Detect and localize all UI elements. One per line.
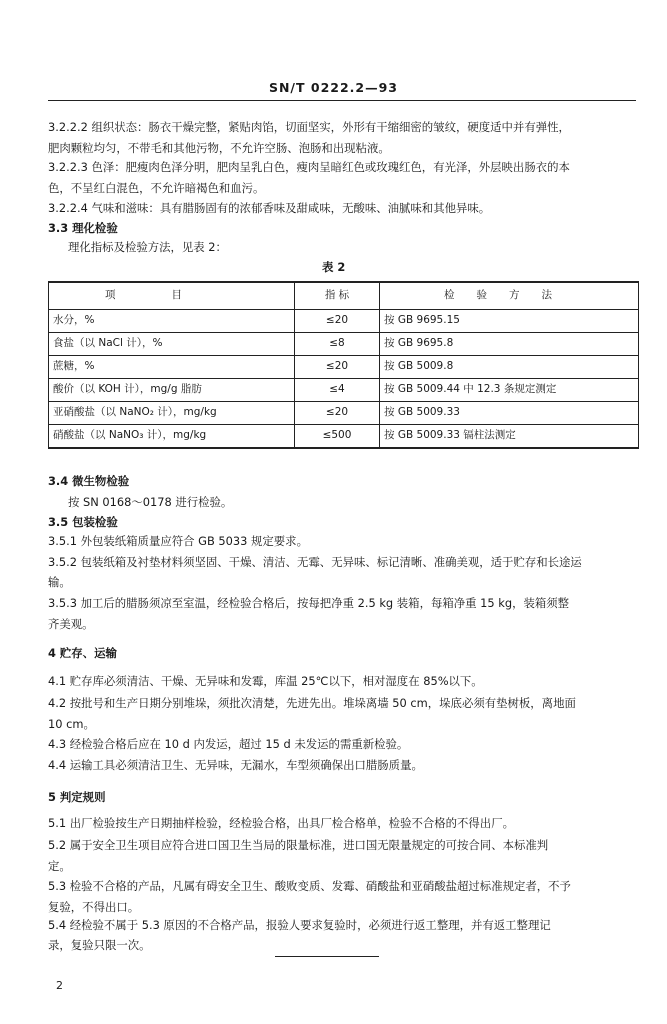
section-5-heading: 5 判定规则 (48, 790, 106, 804)
standard-number-header: SN/T 0222.2—93 (268, 80, 399, 95)
clause-3-2-2-3-line2: 色，不呈红白混色，不允许暗褐色和血污。 (48, 181, 265, 195)
table-caption: 表 2 (322, 260, 346, 274)
table-row (49, 379, 639, 402)
table-row (49, 425, 639, 449)
section-3-3-intro: 理化指标及检验方法，见表 2： (68, 240, 227, 254)
table-row (49, 333, 639, 356)
row-index: ≤500 (295, 425, 380, 449)
row-method: 按 GB 5009.44 中 12.3 条规定测定 (380, 379, 639, 402)
row-method: 按 GB 5009.8 (380, 356, 639, 379)
header-item: 项目 (49, 282, 295, 310)
table-header-row (49, 282, 639, 310)
clause-3-5-3-line1: 3.5.3 加工后的腊肠须凉至室温，经检验合格后，按每把净重 2.5 kg 装箱，每箱净重 15 kg，装箱须整 (48, 596, 570, 610)
clause-5-4-line2: 录，复验只限一次。 (48, 938, 151, 952)
header-index: 指 标 (295, 282, 380, 310)
clause-5-4-line1: 5.4 经检验不属于 5.3 原因的不合格产品，报验人要求复验时，必须进行返工整理，并有返工整理记 (48, 918, 551, 932)
table-row (49, 356, 639, 379)
clause-3-5-1: 3.5.1 外包装纸箱质量应符合 GB 5033 规定要求。 (48, 534, 308, 548)
section-3-4-body: 按 SN 0168～0178 进行检验。 (68, 495, 233, 509)
row-item: 硝酸盐（以 NaNO₃ 计），mg/kg (49, 425, 295, 449)
clause-5-3-line1: 5.3 检验不合格的产品，凡属有碍安全卫生、酸败变质、发霉、硝酸盐和亚硝酸盐超过标准规定者，不予 (48, 879, 571, 893)
row-index: ≤4 (295, 379, 380, 402)
page-number: 2 (56, 979, 63, 992)
clause-3-5-2-line2: 输。 (48, 575, 71, 589)
clause-5-2-line2: 定。 (48, 859, 71, 873)
row-method: 按 GB 5009.33 (380, 402, 639, 425)
row-item: 食盐（以 NaCl 计），% (49, 333, 295, 356)
clause-5-1: 5.1 出厂检验按生产日期抽样检验，经检验合格，出具厂检合格单，检验不合格的不得出厂。 (48, 816, 514, 830)
clause-3-2-2-3-line1: 3.2.2.3 色泽：肥瘦肉色泽分明，肥肉呈乳白色，瘦肉呈暗红色或玫瑰红色，有光泽，外层映出肠衣的本 (48, 160, 570, 174)
row-index: ≤8 (295, 333, 380, 356)
section-3-3-heading: 3.3 理化检验 (48, 221, 118, 235)
clause-3-2-2-2-line1: 3.2.2.2 组织状态：肠衣干燥完整，紧贴肉馅，切面坚实，外形有干缩细密的皱纹，硬度适中并有弹性， (48, 120, 570, 134)
table-row (49, 310, 639, 333)
section-3-5-heading: 3.5 包装检验 (48, 515, 118, 529)
clause-5-3-line2: 复验，不得出口。 (48, 900, 140, 914)
row-method: 按 GB 9695.15 (380, 310, 639, 333)
table-2 (48, 281, 639, 449)
clause-3-5-3-line2: 齐美观。 (48, 617, 94, 631)
row-item: 水分，% (49, 310, 295, 333)
clause-5-2-line1: 5.2 属于安全卫生项目应符合进口国卫生当局的限量标准，进口国无限量规定的可按合同、本标准判 (48, 838, 549, 852)
clause-4-1: 4.1 贮存库必须清洁、干燥、无异味和发霉，库温 25℃以下，相对湿度在 85%以下。 (48, 674, 483, 688)
clause-4-2-line2: 10 cm。 (48, 717, 95, 731)
row-method: 按 GB 5009.33 镉柱法测定 (380, 425, 639, 449)
clause-4-4: 4.4 运输工具必须清洁卫生、无异味，无漏水，车型须确保出口腊肠质量。 (48, 758, 423, 772)
row-index: ≤20 (295, 402, 380, 425)
clause-4-2-line1: 4.2 按批号和生产日期分别堆垛，须批次清楚，先进先出。堆垛离墙 50 cm，垛底必须有垫树板，离地面 (48, 696, 576, 710)
row-index: ≤20 (295, 310, 380, 333)
header-rule (48, 100, 636, 101)
row-method: 按 GB 9695.8 (380, 333, 639, 356)
section-4-heading: 4 贮存、运输 (48, 646, 117, 660)
section-3-4-heading: 3.4 微生物检验 (48, 474, 130, 488)
clause-4-3: 4.3 经检验合格后应在 10 d 内发运，超过 15 d 未发运的需重新检验。 (48, 737, 409, 751)
row-item: 酸价（以 KOH 计），mg/g 脂肪 (49, 379, 295, 402)
row-item: 亚硝酸盐（以 NaNO₂ 计），mg/kg (49, 402, 295, 425)
header-method: 检验方法 (380, 282, 639, 310)
end-rule (275, 956, 379, 957)
clause-3-5-2-line1: 3.5.2 包装纸箱及衬垫材料须坚固、干燥、清洁、无霉、无异味、标记清晰、准确美观，适于贮存和长途运 (48, 555, 582, 569)
clause-3-2-2-2-line2: 肥肉颗粒均匀，不带毛和其他污物，不允许空肠、泡肠和出现粘液。 (48, 141, 390, 155)
row-index: ≤20 (295, 356, 380, 379)
clause-3-2-2-4: 3.2.2.4 气味和滋味：具有腊肠固有的浓郁香味及甜咸味，无酸味、油腻味和其他异味。 (48, 201, 491, 215)
row-item: 蔗糖，% (49, 356, 295, 379)
table-row (49, 402, 639, 425)
